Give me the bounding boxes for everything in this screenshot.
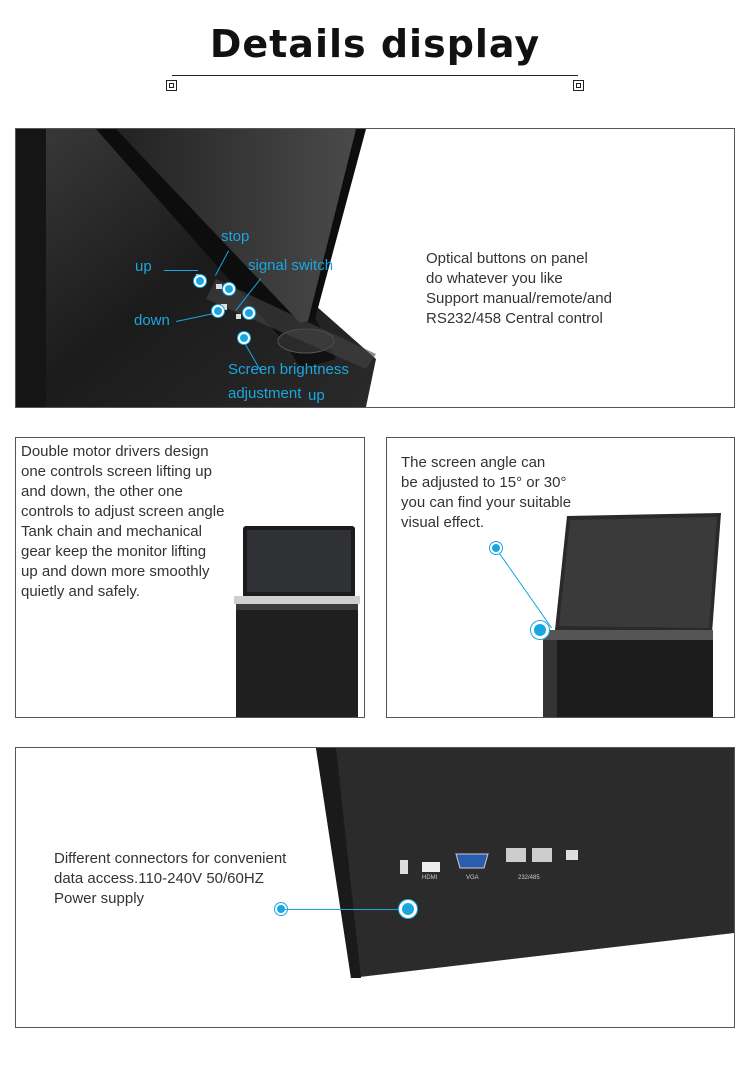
label-down: down [134,312,170,329]
description-line: up and down more smoothly [21,563,210,580]
description-line: controls to adjust screen angle [21,503,225,520]
port-label-rs232: 232/485 [518,875,540,881]
hotspot-connectors [402,903,414,915]
description-line: RS232/458 Central control [426,310,603,327]
panel-connectors [15,747,735,1028]
label-brightness-up: up [308,387,325,404]
label-signal-switch: signal switch [248,257,334,274]
label-brightness-2: adjustment [228,385,302,402]
hotspot-angle-start [492,544,500,552]
description-line: Tank chain and mechanical [21,523,202,540]
divider-ornament-right [573,80,584,91]
description-line: Support manual/remote/and [426,290,612,307]
description-line: do whatever you like [426,270,563,287]
pointer-connectors [284,909,404,910]
description-line: you can find your suitable [401,494,572,511]
panel-optical-buttons [15,128,735,408]
label-up: up [135,258,152,275]
label-stop: stop [221,228,250,245]
title-divider [172,75,578,76]
description-line: Different connectors for convenient [54,850,287,867]
description-line: Optical buttons on panel [426,250,588,267]
description-line: gear keep the monitor lifting [21,543,207,560]
hotspot-hinge [534,624,546,636]
hotspot-stop [225,285,233,293]
hotspot-down [214,307,222,315]
description-line: visual effect. [401,514,485,531]
hotspot-brightness [240,334,248,342]
description-line: Power supply [54,890,145,907]
panel-double-motor [15,437,365,718]
page-title: Details display [209,22,541,66]
port-label-hdmi: HDMI [422,875,438,881]
description-line: and down, the other one [21,483,183,500]
hotspot-signal [245,309,253,317]
hotspot-up [196,277,204,285]
description-line: data access.110-240V 50/60HZ [54,870,264,887]
description-line: The screen angle can [401,454,546,471]
pointer-up [164,270,198,271]
lift-unit-closeup-image [16,129,734,407]
port-label-vga: VGA [466,875,479,881]
panel-screen-angle [386,437,735,718]
description-line: one controls screen lifting up [21,463,212,480]
label-brightness: Screen brightness [228,361,349,378]
divider-ornament-left [166,80,177,91]
description-line: quietly and safely. [21,583,140,600]
description-line: be adjusted to 15° or 30° [401,474,567,491]
description-line: Double motor drivers design [21,443,209,460]
